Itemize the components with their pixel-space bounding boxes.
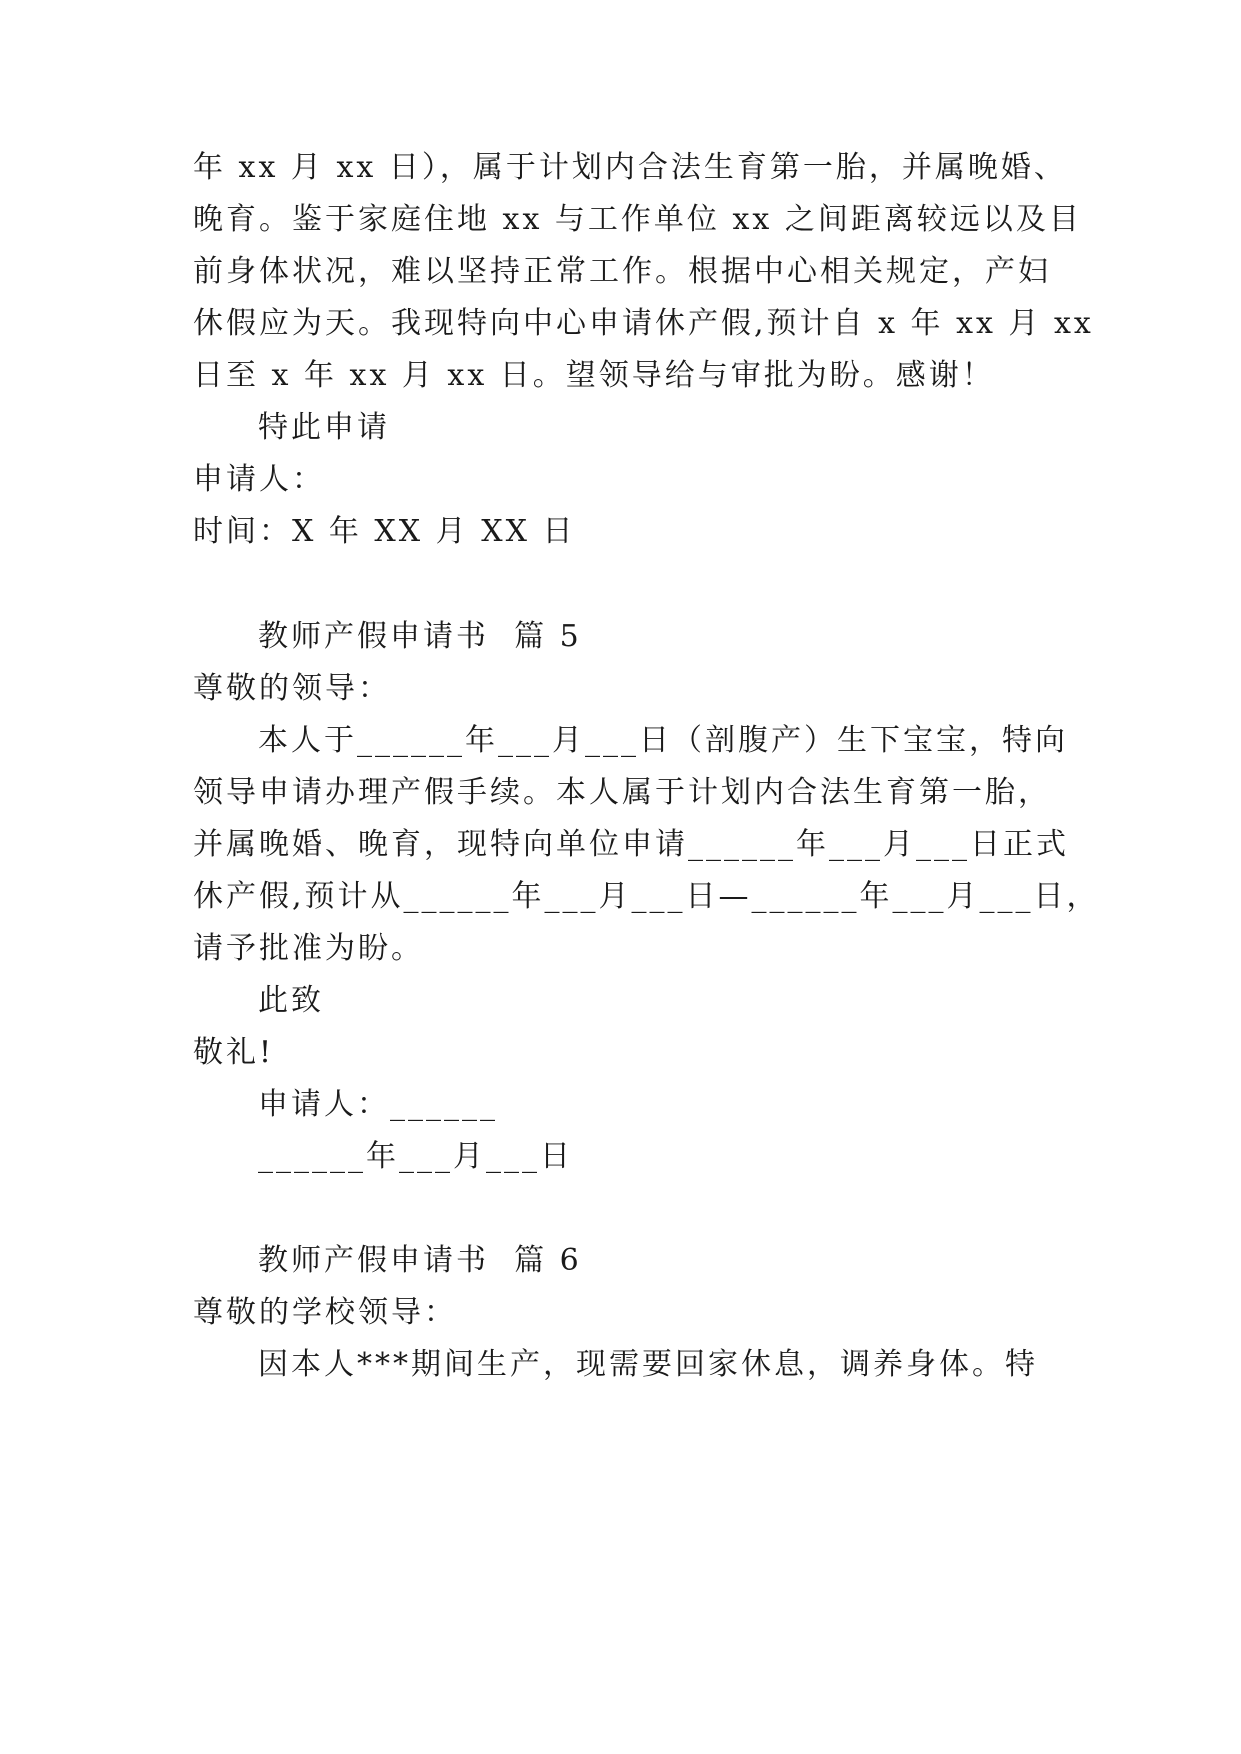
body-line: 请予批准为盼。 bbox=[193, 931, 424, 966]
salutation: 尊敬的领导： bbox=[193, 671, 391, 706]
section-title: 教师产假申请书 篇 6 bbox=[258, 1243, 582, 1278]
applicant-label: 申请人：______ bbox=[258, 1087, 498, 1122]
body-line: 领导申请办理产假手续。本人属于计划内合法生育第一胎， bbox=[193, 775, 1051, 810]
body-line: 本人于______年___月___日（剖腹产）生下宝宝，特向 bbox=[258, 723, 1068, 758]
closing-text: 此致 bbox=[258, 983, 324, 1018]
closing-text: 特此申请 bbox=[258, 410, 390, 445]
body-line: 日至 x 年 xx 月 xx 日。望领导给与审批为盼。感谢！ bbox=[193, 358, 995, 393]
closing-text: 敬礼! bbox=[193, 1035, 275, 1070]
body-line: 休产假,预计从______年___月___日—______年___月___日， bbox=[193, 879, 1100, 914]
section-title: 教师产假申请书 篇 5 bbox=[258, 619, 582, 654]
body-line: 前身体状况，难以坚持正常工作。根据中心相关规定，产妇 bbox=[193, 254, 1051, 289]
salutation: 尊敬的学校领导： bbox=[193, 1295, 457, 1330]
applicant-label: 申请人： bbox=[193, 462, 325, 497]
body-line: 休假应为天。我现特向中心申请休产假,预计自 x 年 xx 月 xx bbox=[193, 306, 1094, 341]
body-line: 因本人***期间生产，现需要回家休息，调养身体。特 bbox=[258, 1347, 1038, 1382]
date-line: 时间：X 年 XX 月 XX 日 bbox=[193, 514, 576, 549]
body-line: 年 xx 月 xx 日），属于计划内合法生育第一胎，并属晚婚、 bbox=[193, 150, 1067, 185]
body-line: 并属晚婚、晚育，现特向单位申请______年___月___日正式 bbox=[193, 827, 1069, 862]
date-line: ______年___月___日 bbox=[258, 1139, 573, 1174]
body-line: 晚育。鉴于家庭住地 xx 与工作单位 xx 之间距离较远以及目 bbox=[193, 202, 1082, 237]
